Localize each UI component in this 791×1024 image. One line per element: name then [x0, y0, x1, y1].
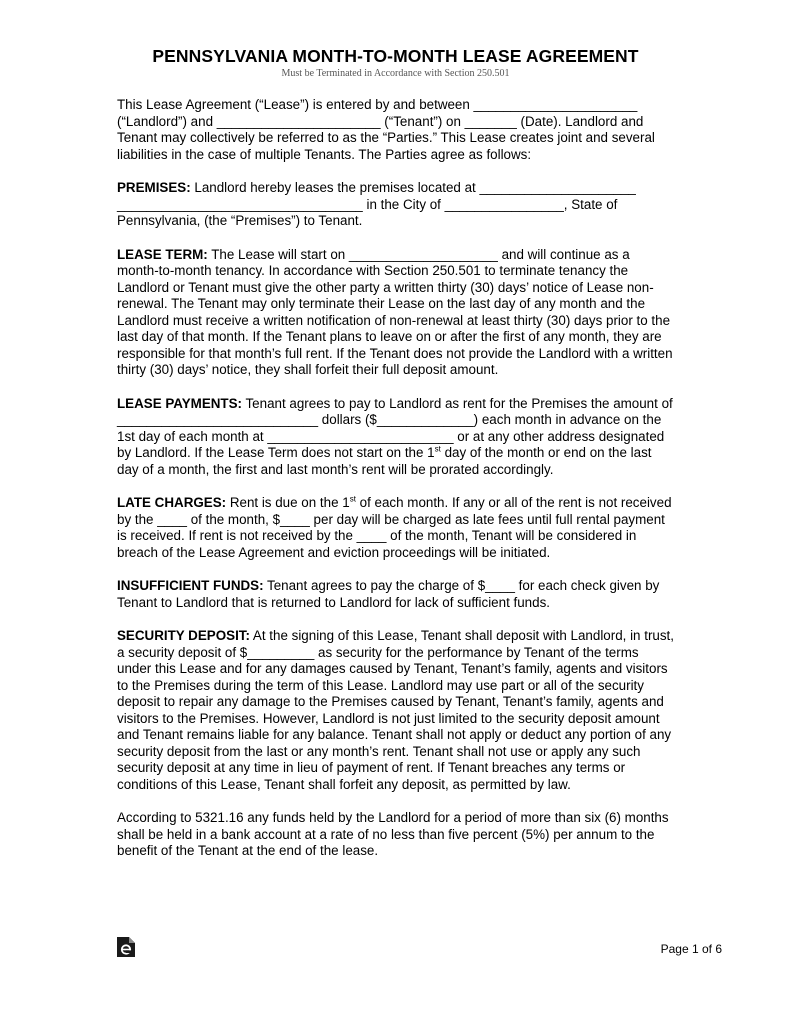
security-deposit-section	[117, 628, 675, 793]
document-title: PENNSYLVANIA MONTH-TO-MONTH LEASE AGREEMENT	[152, 46, 639, 66]
lease-payments-heading: LEASE PAYMENTS:	[117, 395, 242, 411]
insufficient-funds-text: Tenant agrees to pay the charge of $____ for each check given by Tenant to Landlord that is returned to Landlord for lack of sufficient funds.	[117, 578, 660, 610]
late-charges-section	[117, 495, 675, 561]
page-number: Page 1 of 6	[660, 942, 722, 956]
insufficient-funds-section	[117, 578, 675, 611]
intro-paragraph: This Lease Agreement (“Lease”) is entered by and between ______________________ (“Landlord”) and ______________________ (“Tenant”) on _______ (Date). Landlord and Tenant may collectively be referred to as the “Parties.” This Lease creates joint and several liabilities in the case of multiple Tenants. The Parties agree as follows:	[117, 97, 655, 162]
security-deposit-text: At the signing of this Lease, Tenant shall deposit with Landlord, in trust, a security deposit of $_________ as security for the performance by Tenant of the terms under this Lease and for any damages caused by Tenant, Tenant’s family, agents and visitors to the Premises during the term of this Lease. Landlord may use part or all of the security deposit to repair any damage to the Premises caused by Tenant, Tenant’s family, agents and visitors to the Premises. However, Landlord is not just limited to the security deposit amount and Tenant remains liable for any balance. Tenant shall not apply or deduct any portion of any security deposit from the last or any month’s rent. Tenant shall not use or apply any such security deposit at any time in lieu of payment of rent. If Tenant breaches any terms or conditions of this Lease, Tenant shall forfeit any deposit, as permitted by law.	[117, 628, 674, 792]
lease-term-heading: LEASE TERM:	[117, 246, 208, 262]
late-charges-text-a: Rent is due on the 1	[226, 495, 350, 510]
premises-text: Landlord hereby leases the premises located at _____________________ _________________________________ in the City of ________________, State of Pennsylvania, (the “Premises”) to Tenant.	[117, 180, 636, 228]
lease-payments-section	[117, 396, 675, 479]
lease-payments-superscript: st	[434, 444, 441, 454]
premises-heading: PREMISES:	[117, 180, 191, 195]
premises-section	[117, 180, 675, 230]
insufficient-funds-heading: INSUFFICIENT FUNDS:	[117, 578, 264, 593]
late-charges-heading: LATE CHARGES:	[117, 495, 227, 510]
lease-term-text: The Lease will start on ____________________ and will continue as a month-to-month tenancy. In accordance with Section 250.501 to terminate tenancy the Landlord or Tenant must give the other party a written thirty (30) days’ notice of Lease non-renewal. The Tenant may only terminate their Lease on the last day of any month and the Landlord must receive a written notification of non-renewal at least thirty (30) days prior to the last day of that month. If the Tenant plans to leave on or after the first of any month, they are responsible for that month’s full rent. If the Tenant does not provide the Landlord with a written thirty (30) days’ notice, they shall forfeit their full deposit amount.	[117, 246, 673, 377]
security-deposit-heading: SECURITY DEPOSIT:	[117, 628, 250, 643]
document-body	[117, 97, 675, 877]
late-charges-superscript: st	[349, 494, 356, 504]
lease-payments-text-a: Tenant agrees to pay to Landlord as rent for the Premises the amount of ___________________________ dollars ($_____________) each month in advance on the 1st day of each month at _________________________ or at any other address designated by Landlord. If the Lease Term does not start on the 1	[117, 395, 673, 460]
lease-term-section	[117, 247, 675, 379]
interest-paragraph: According to 5321.16 any funds held by the Landlord for a period of more than six (6) months shall be held in a bank account at a rate of no less than five percent (5%) per annum to the benefit of the Tenant at the end of the lease.	[117, 810, 669, 858]
lease-payments-text-b: day of the month or end on the last day of a month, the first and last month’s rent will be prorated accordingly.	[117, 445, 652, 477]
eforms-logo-icon	[115, 935, 137, 959]
late-charges-text-b: of each month. If any or all of the rent is not received by the ____ of the month, $____ per day will be charged as late fees until full rental payment is received. If rent is not received by the ____ of the month, Tenant will be considered in breach of the Lease Agreement and eviction proceedings will be initiated.	[117, 495, 672, 560]
document-subtitle: Must be Terminated in Accordance with Section 250.501	[281, 68, 510, 79]
